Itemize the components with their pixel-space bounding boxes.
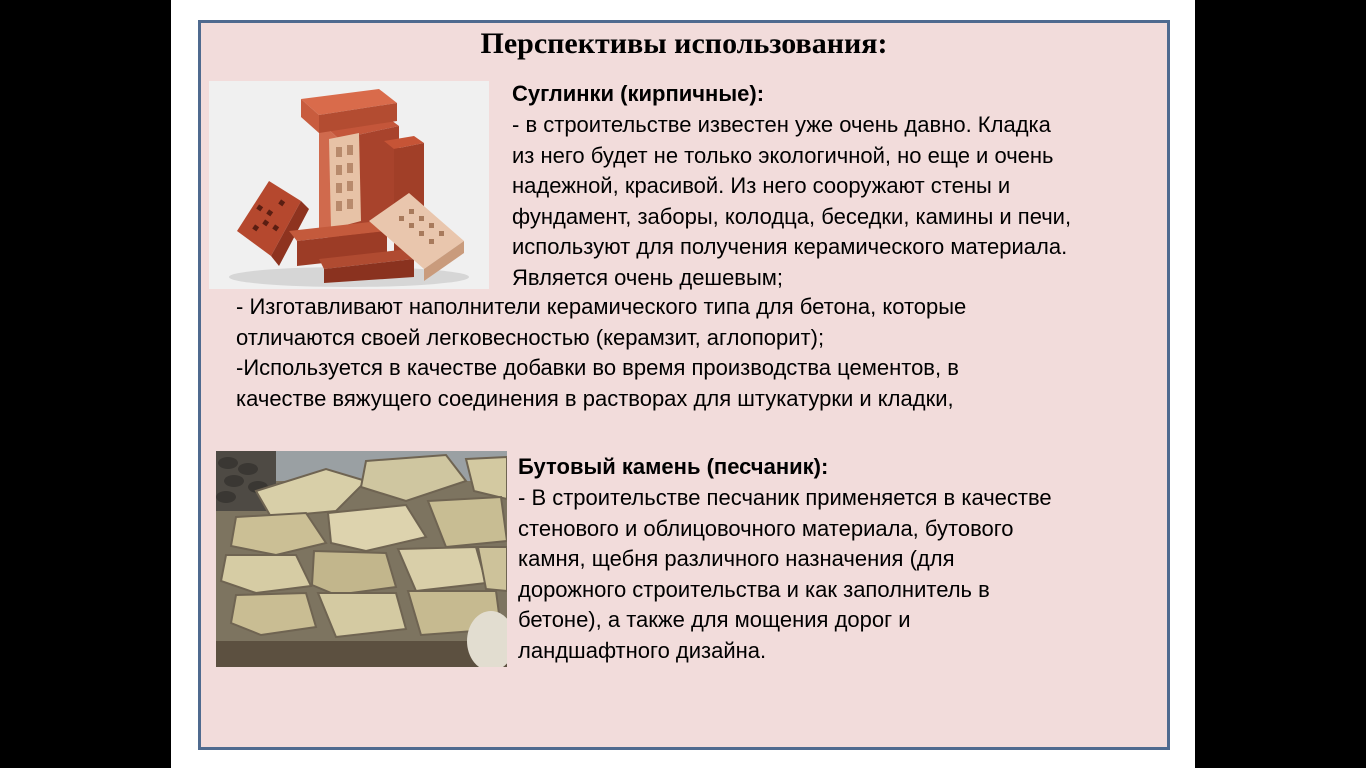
text-line: камня, щебня различного назначения (для bbox=[518, 546, 955, 571]
text-line: стенового и облицовочного материала, бутового bbox=[518, 515, 1014, 541]
section-body-loam bbox=[512, 110, 1162, 293]
section-body-sandstone bbox=[518, 483, 1158, 666]
section-body-loam-continued bbox=[236, 292, 1136, 414]
text-line: ландшафтного дизайна. bbox=[518, 637, 767, 663]
rubble-stone-image bbox=[216, 451, 507, 667]
text-line: бетоне), а также для мощения дорог и bbox=[518, 607, 911, 632]
text-line: фундамент, заборы, колодца, беседки, камины и печи, bbox=[512, 203, 1072, 229]
text-line: из него будет не только экологичной, но еще и очень bbox=[512, 142, 1054, 168]
text-line: - В строительстве песчаник применяется в качестве bbox=[518, 485, 1052, 510]
text-line: используют для получения керамического материала. bbox=[512, 234, 1068, 259]
text-line: качестве вяжущего соединения в растворах для штукатурки и кладки, bbox=[236, 385, 954, 411]
content-panel bbox=[198, 20, 1170, 750]
text-line: - Изготавливают наполнители керамического типа для бетона, которые bbox=[236, 294, 967, 319]
text-line: - в строительстве известен уже очень давно. Кладка bbox=[512, 112, 1051, 137]
text-line: -Используется в качестве добавки во время производства цементов, в bbox=[236, 355, 959, 380]
section-heading-loam: Суглинки (кирпичные): bbox=[512, 81, 765, 106]
text-line: отличаются своей легковесностью (керамзит, аглопорит); bbox=[236, 324, 825, 350]
section-heading-sandstone: Бутовый камень (песчаник): bbox=[518, 454, 829, 479]
slide-title: Перспективы использования: bbox=[480, 27, 888, 60]
text-line: Является очень дешевым; bbox=[512, 264, 784, 290]
text-line: дорожного строительства и как заполнитель в bbox=[518, 576, 990, 602]
bricks-image bbox=[209, 81, 489, 289]
text-line: надежной, красивой. Из него сооружают стены и bbox=[512, 173, 1011, 198]
slide bbox=[171, 0, 1195, 768]
